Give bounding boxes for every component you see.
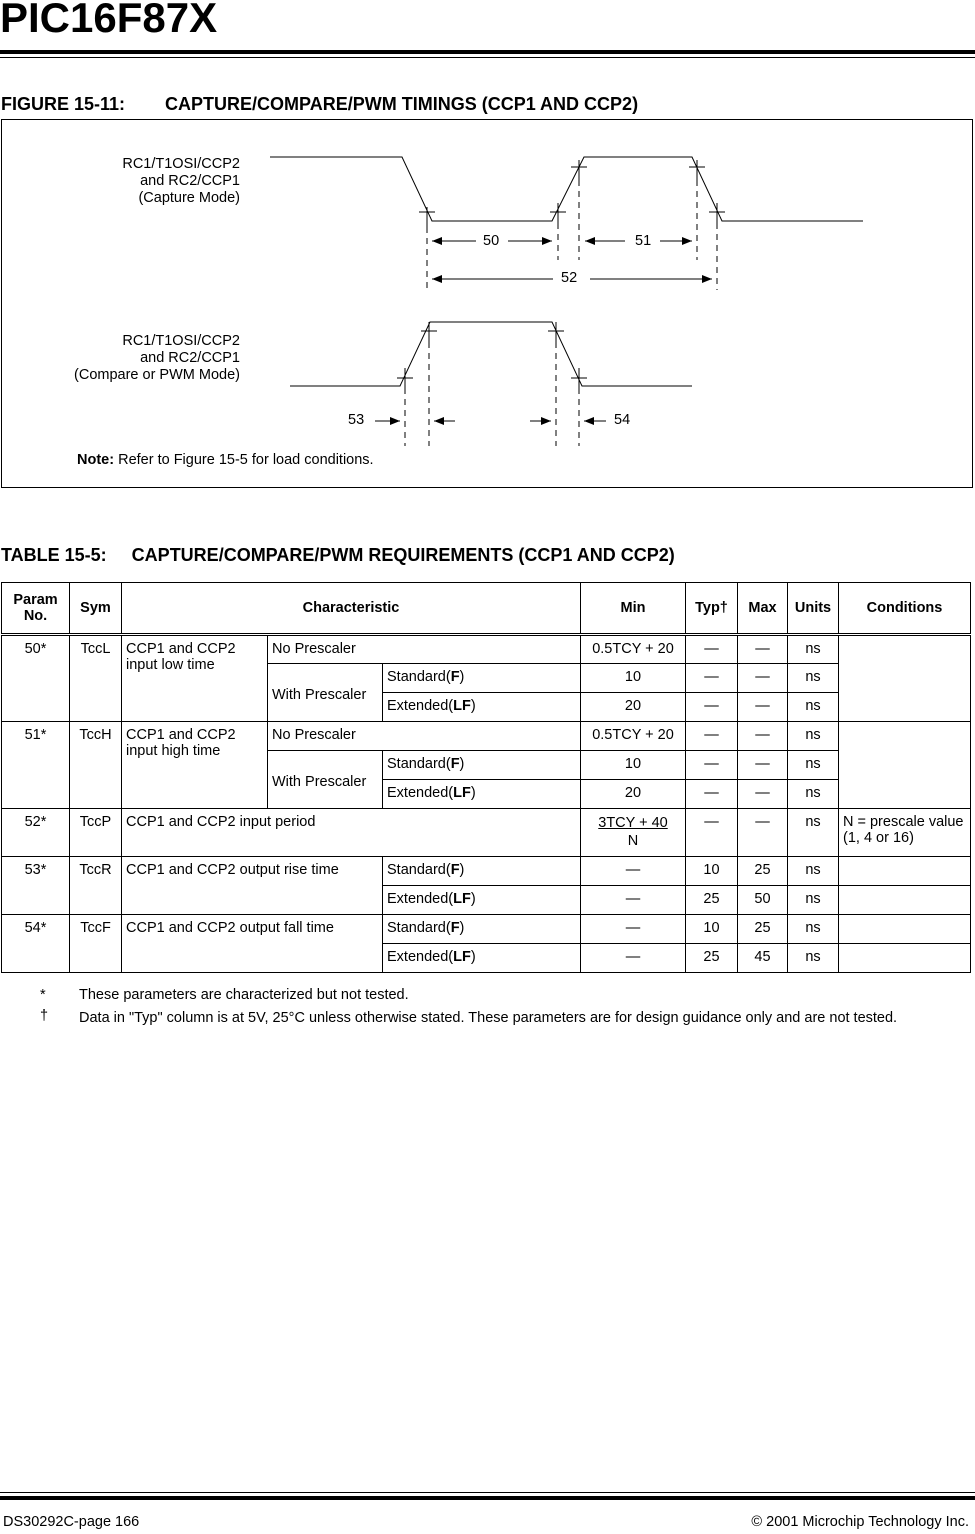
cell-sym: TccP <box>70 809 122 857</box>
capture-waveform <box>270 157 863 221</box>
col-param: Param No. <box>2 583 70 635</box>
cell-typ: 10 <box>686 857 738 886</box>
footnote-star: These parameters are characterized but not tested. <box>79 987 409 1003</box>
note-bold: Note: <box>77 452 115 468</box>
cell-typ: — <box>686 722 738 751</box>
cell-conditions <box>839 944 971 973</box>
capture-signal-label <box>0 156 240 207</box>
figure-title: FIGURE 15-11: CAPTURE/COMPARE/PWM TIMINGS (CCP1 AND CCP2) <box>1 94 639 114</box>
cell-prescaler: No Prescaler <box>268 722 581 751</box>
cell-prescaler: With Prescaler <box>268 751 383 809</box>
col-typ: Typ† <box>686 583 738 635</box>
cell-max: — <box>738 722 788 751</box>
footer-copyright: © 2001 Microchip Technology Inc. <box>751 1514 969 1530</box>
cell-units: ns <box>788 857 839 886</box>
cell-conditions: N = prescale value (1, 4 or 16) <box>839 809 971 857</box>
cell-sym: TccF <box>70 915 122 973</box>
cell-conditions <box>839 635 971 722</box>
param-50-label: 50 <box>483 233 500 249</box>
cell-min: — <box>581 886 686 915</box>
cell-min: 10 <box>581 664 686 693</box>
signal1-line3: (Capture Mode) <box>138 190 240 206</box>
cell-conditions <box>839 886 971 915</box>
cell-units: ns <box>788 751 839 780</box>
note-text: Refer to Figure 15-5 for load conditions. <box>114 452 374 468</box>
cell-characteristic: CCP1 and CCP2 output rise time <box>122 857 383 915</box>
footnote-dagger: Data in "Typ" column is at 5V, 25°C unless otherwise stated. These parameters are for design guidance only and are not tested. <box>79 1010 898 1026</box>
cell-conditions <box>839 722 971 809</box>
cell-max: 45 <box>738 944 788 973</box>
cell-units: ns <box>788 780 839 809</box>
table-title: TABLE 15-5: CAPTURE/COMPARE/PWM REQUIREMENTS (CCP1 AND CCP2) <box>1 545 675 565</box>
cell-units: ns <box>788 722 839 751</box>
cell-max: 25 <box>738 915 788 944</box>
cell-units: ns <box>788 915 839 944</box>
cell-typ: — <box>686 780 738 809</box>
cell-variant: Extended(LF) <box>383 693 581 722</box>
table-row <box>2 722 971 751</box>
requirements-table <box>1 582 971 973</box>
col-min: Min <box>581 583 686 635</box>
cell-variant: Standard(F) <box>383 751 581 780</box>
cell-max: 25 <box>738 857 788 886</box>
cell-min: $\frac{\text{3TCY + 40}}{N}$ <box>581 809 686 857</box>
cell-min: 0.5TCY + 20 <box>581 635 686 664</box>
col-units: Units <box>788 583 839 635</box>
cell-sym: TccR <box>70 857 122 915</box>
cell-min: 20 <box>581 693 686 722</box>
footnote-dagger-symbol: † <box>40 1008 49 1024</box>
param-53-label: 53 <box>348 412 365 428</box>
cell-max: — <box>738 751 788 780</box>
dashed-guides <box>405 180 717 446</box>
cell-typ: 10 <box>686 915 738 944</box>
cell-variant: Extended(LF) <box>383 886 581 915</box>
table-row <box>2 809 971 857</box>
cell-max: — <box>738 664 788 693</box>
page-header-title: PIC16F87X <box>0 0 218 41</box>
cell-conditions <box>839 857 971 886</box>
cell-min: 0.5TCY + 20 <box>581 722 686 751</box>
cell-max: 50 <box>738 886 788 915</box>
cell-units: ns <box>788 635 839 664</box>
table-row <box>2 635 971 664</box>
cell-sym: TccH <box>70 722 122 809</box>
table-row <box>2 857 971 886</box>
cell-typ: 25 <box>686 944 738 973</box>
cell-prescaler: With Prescaler <box>268 664 383 722</box>
cell-conditions <box>839 915 971 944</box>
signal2-line2: and RC2/CCP1 <box>140 350 240 366</box>
param-51-label: 51 <box>635 233 652 249</box>
cell-sym: TccL <box>70 635 122 722</box>
cell-min: — <box>581 915 686 944</box>
signal1-line1: RC1/T1OSI/CCP2 <box>122 156 240 172</box>
param-52-label: 52 <box>561 270 578 286</box>
footer-rule-thin <box>0 1492 975 1493</box>
footnote-star-symbol: * <box>40 987 46 1003</box>
signal1-line2: and RC2/CCP1 <box>140 173 240 189</box>
cell-min: 10 <box>581 751 686 780</box>
footer-rule-thick <box>0 1496 975 1500</box>
cell-typ: — <box>686 751 738 780</box>
cell-variant: Standard(F) <box>383 664 581 693</box>
figure-note <box>77 452 374 468</box>
signal2-line1: RC1/T1OSI/CCP2 <box>122 333 240 349</box>
cell-typ: — <box>686 635 738 664</box>
cell-min: 20 <box>581 780 686 809</box>
cell-characteristic: CCP1 and CCP2 output fall time <box>122 915 383 973</box>
table-header-row <box>2 583 971 635</box>
cell-max: — <box>738 635 788 664</box>
cell-min: — <box>581 857 686 886</box>
cell-max: — <box>738 809 788 857</box>
col-conditions: Conditions <box>839 583 971 635</box>
cell-characteristic: CCP1 and CCP2 input low time <box>122 635 268 722</box>
capture-tick-marks <box>419 160 725 227</box>
cell-param: 50* <box>2 635 70 722</box>
cell-param: 53* <box>2 857 70 915</box>
table-row <box>2 915 971 944</box>
cell-variant: Standard(F) <box>383 857 581 886</box>
cell-characteristic: CCP1 and CCP2 input period <box>122 809 581 857</box>
cell-max: — <box>738 780 788 809</box>
cell-param: 54* <box>2 915 70 973</box>
col-characteristic: Characteristic <box>122 583 581 635</box>
cell-units: ns <box>788 944 839 973</box>
footer-doc-id: DS30292C-page 166 <box>3 1514 140 1530</box>
cell-min: — <box>581 944 686 973</box>
cell-max: — <box>738 693 788 722</box>
cell-typ: 25 <box>686 886 738 915</box>
cell-variant: Extended(LF) <box>383 944 581 973</box>
cell-prescaler: No Prescaler <box>268 635 581 664</box>
cell-units: ns <box>788 664 839 693</box>
cell-param: 51* <box>2 722 70 809</box>
cell-typ: — <box>686 809 738 857</box>
cell-typ: — <box>686 664 738 693</box>
signal2-line3: (Compare or PWM Mode) <box>74 367 240 383</box>
param-54-label: 54 <box>614 412 631 428</box>
cell-units: ns <box>788 809 839 857</box>
col-sym: Sym <box>70 583 122 635</box>
cell-typ: — <box>686 693 738 722</box>
cell-variant: Standard(F) <box>383 915 581 944</box>
col-max: Max <box>738 583 788 635</box>
cell-units: ns <box>788 886 839 915</box>
cell-units: ns <box>788 693 839 722</box>
compare-waveform <box>290 322 692 386</box>
cell-variant: Extended(LF) <box>383 780 581 809</box>
compare-signal-label <box>0 333 240 384</box>
cell-characteristic: CCP1 and CCP2 input high time <box>122 722 268 809</box>
cell-param: 52* <box>2 809 70 857</box>
